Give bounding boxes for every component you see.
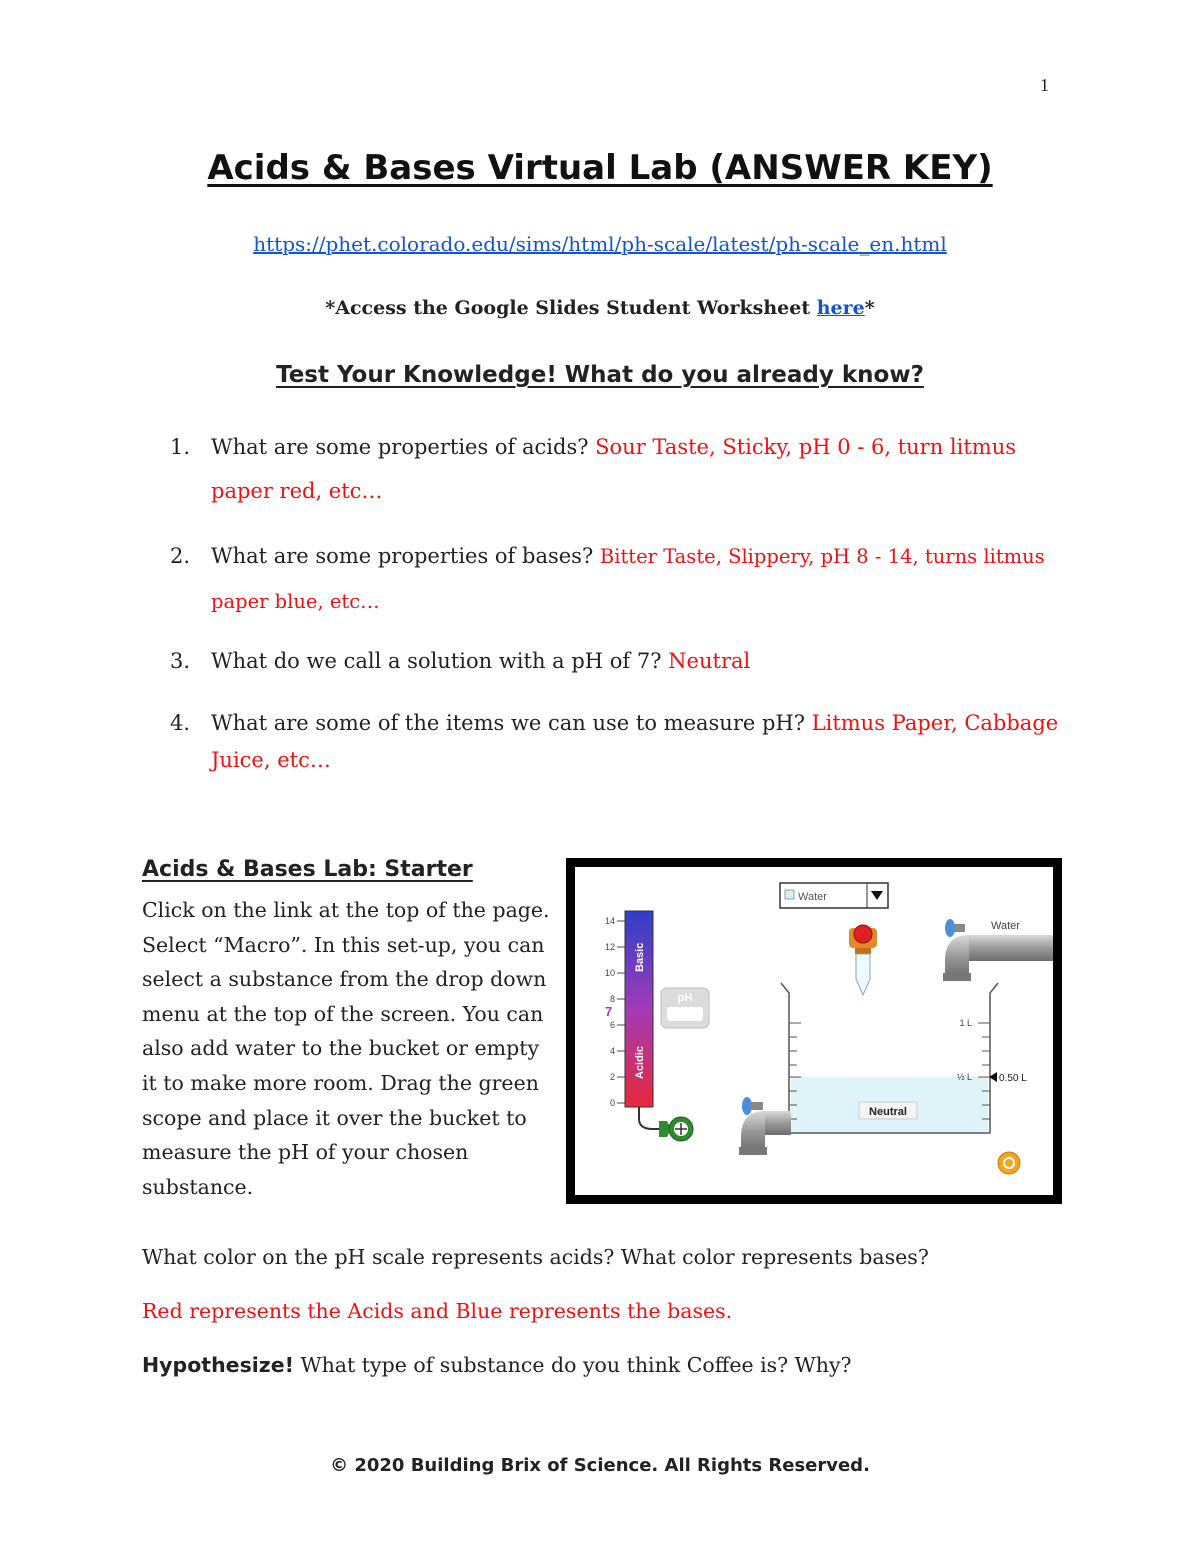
faucet-label: Water — [991, 920, 1020, 932]
question-prompt: What are some properties of bases? — [211, 544, 600, 568]
section-subtitle: Test Your Knowledge! What do you already know? — [276, 362, 924, 388]
phet-simulation-screenshot — [566, 858, 1062, 1204]
footer-copyright: © 2020 Building Brix of Science. All Rights Reserved. — [330, 1455, 870, 1476]
reset-button[interactable] — [998, 1152, 1020, 1174]
answer-text: Neutral — [668, 649, 751, 673]
dropper-icon[interactable] — [849, 925, 877, 995]
question-prompt: What do we call a solution with a pH of 7? — [211, 649, 669, 673]
answer-text: Litmus Paper, Cabbage Juice, etc… — [211, 711, 1059, 772]
tick-label: 12 — [604, 942, 615, 952]
access-suffix: * — [864, 297, 875, 319]
hypothesize-label: Hypothesize! — [142, 1353, 294, 1377]
tick-label: 6 — [609, 1020, 615, 1030]
question-1 — [170, 425, 1070, 515]
hypothesize-text: What type of substance do you think Coffee is? Why? — [294, 1353, 852, 1377]
tick-label: 10 — [604, 968, 615, 978]
question-4 — [170, 705, 1070, 785]
starter-heading: Acids & Bases Lab: Starter — [142, 857, 473, 882]
beaker-1l-label: 1 L — [959, 1018, 972, 1028]
page-title: Acids & Bases Virtual Lab (ANSWER KEY) — [207, 148, 993, 188]
question-3 — [170, 639, 1070, 683]
question-text — [211, 639, 1061, 683]
answer-text: Sour Taste, Sticky, pH 0 - 6, turn litmus paper red, etc… — [211, 435, 1017, 503]
dropdown-value: Water — [798, 891, 827, 903]
solution-label: Neutral — [869, 1106, 907, 1118]
tick-label: 2 — [609, 1072, 615, 1082]
tick-label: 4 — [609, 1046, 615, 1056]
tick-label: 0 — [609, 1098, 615, 1108]
hypothesize-line — [142, 1353, 852, 1377]
ph-scale-bar — [625, 911, 653, 1107]
url-line — [0, 232, 1200, 256]
access-prefix: *Access the Google Slides Student Worksheet — [325, 297, 817, 319]
question-number: 4. — [170, 711, 191, 735]
color-question: What color on the pH scale represents acids? What color represents bases? — [142, 1245, 929, 1269]
volume-readout: 0.50 L — [999, 1073, 1027, 1084]
acidic-label: Acidic — [634, 1045, 646, 1079]
color-answer: Red represents the Acids and Blue represents the bases. — [142, 1299, 733, 1323]
question-prompt: What are some properties of acids? — [211, 435, 596, 459]
starter-body: Click on the link at the top of the page. Select “Macro”. In this set-up, you can select a substance from the drop down menu at the top of the screen. You can also add water to the bucket or empty it to make more room. Drag the green scope and place it over the bucket to measure the pH of your chosen substance. — [142, 898, 550, 1199]
beaker-half-label: ½ L — [956, 1072, 972, 1082]
question-number: 2. — [170, 544, 191, 568]
basic-label: Basic — [634, 942, 646, 972]
worksheet-link[interactable]: here — [816, 297, 865, 319]
tick-label: 14 — [604, 916, 615, 926]
ph-meter-display — [661, 988, 709, 1028]
question-2 — [170, 534, 1070, 624]
question-number: 3. — [170, 649, 191, 673]
simulation-illustration — [575, 867, 1053, 1195]
question-number: 1. — [170, 435, 191, 459]
question-text — [211, 534, 1061, 624]
page-number: 1 — [1040, 75, 1049, 95]
access-line — [0, 297, 1200, 319]
ph-label: pH — [677, 992, 693, 1004]
phet-link[interactable]: https://phet.colorado.edu/sims/html/ph-scale/latest/ph-scale_en.html — [253, 232, 947, 256]
beaker — [781, 983, 998, 1133]
ph-probe-icon[interactable] — [659, 1117, 693, 1141]
substance-dropdown[interactable] — [780, 883, 888, 908]
answer-text: Bitter Taste, Slippery, pH 8 - 14, turns litmus paper blue, etc… — [211, 545, 1045, 613]
neutral-seven-marker: 7 — [605, 1004, 613, 1019]
question-text — [211, 425, 1061, 513]
question-text — [211, 705, 1061, 779]
tick-label: 8 — [609, 994, 615, 1004]
drain-faucet-icon[interactable] — [739, 1097, 791, 1155]
question-prompt: What are some of the items we can use to measure pH? — [211, 711, 812, 735]
